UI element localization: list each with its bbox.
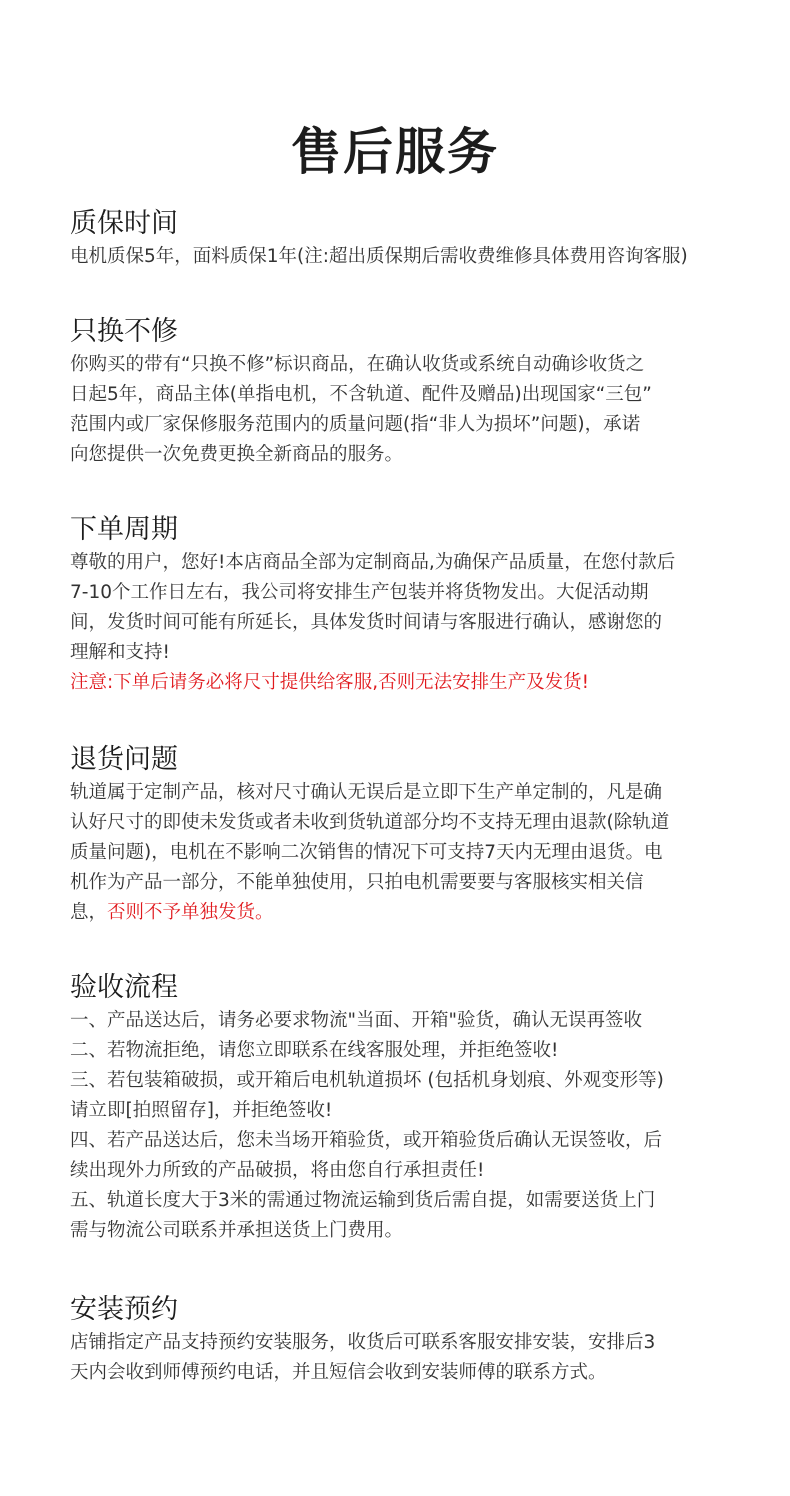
body-line: 间，发货时间可能有所延长，具体发货时间请与客服进行确认，感谢您的 <box>70 612 663 633</box>
section-heading: 质保时间 <box>70 208 178 239</box>
body-line: 一、产品送达后，请务必要求物流"当面、开箱"验货，确认无误再签收 <box>70 1010 643 1031</box>
body-line-last <box>70 898 730 928</box>
body-line: 五、轨道长度大于3米的需通过物流运输到货后需自提，如需要送货上门 <box>70 1190 656 1211</box>
section-heading: 下单周期 <box>70 514 178 545</box>
section-heading: 退货问题 <box>70 744 178 775</box>
section-order-cycle <box>70 512 730 698</box>
body-line: 需与物流公司联系并承担送货上门费用。 <box>70 1220 404 1241</box>
body-line: 理解和支持! <box>70 642 170 663</box>
body-line: 店铺指定产品支持预约安装服务，收货后可联系客服安排安装，安排后3 <box>70 1332 656 1353</box>
section-body <box>70 1006 730 1246</box>
section-heading: 只换不修 <box>70 316 178 347</box>
body-line: 请立即[拍照留存]，并拒绝签收! <box>70 1100 333 1121</box>
body-line: 质量问题)，电机在不影响二次销售的情况下可支持7天内无理由退货。电 <box>70 842 663 863</box>
body-line: 你购买的带有“只换不修”标识商品，在确认收货或系统自动确诊收货之 <box>70 354 645 375</box>
section-body <box>70 778 730 928</box>
body-line: 范围内或厂家保修服务范围内的质量问题(指“非人为损坏”问题)，承诺 <box>70 414 641 435</box>
section-acceptance-process <box>70 970 730 1246</box>
body-line: 机作为产品一部分，不能单独使用，只拍电机需要要与客服核实相关信 <box>70 872 644 893</box>
body-line: 电机质保5年，面料质保1年(注:超出质保期后需收费维修具体费用咨询客服) <box>70 246 688 267</box>
body-line: 天内会收到师傅预约电话，并且短信会收到安装师傅的联系方式。 <box>70 1362 607 1383</box>
body-line: 认好尺寸的即使未发货或者未收到货轨道部分均不支持无理由退款(除轨道 <box>70 812 670 833</box>
section-return-issues <box>70 742 730 928</box>
section-replace-not-repair <box>70 314 730 470</box>
section-body <box>70 548 730 698</box>
body-line-prefix: 息， <box>70 902 108 923</box>
section-heading: 验收流程 <box>70 972 178 1003</box>
body-line: 续出现外力所致的产品破损，将由您自行承担责任! <box>70 1160 485 1181</box>
section-body <box>70 242 730 272</box>
body-line: 三、若包装箱破损，或开箱后电机轨道损坏 (包括机身划痕、外观变形等) <box>70 1070 664 1091</box>
body-line: 7-10个工作日左右，我公司将安排生产包装并将货物发出。大促活动期 <box>70 582 649 603</box>
section-installation-booking <box>70 1292 730 1388</box>
body-line: 日起5年，商品主体(单指电机，不含轨道、配件及赠品)出现国家“三包” <box>70 384 652 405</box>
body-line: 向您提供一次免费更换全新商品的服务。 <box>70 444 404 465</box>
section-warranty-period <box>70 206 730 272</box>
body-line: 尊敬的用户，您好!本店商品全部为定制商品,为确保产品质量，在您付款后 <box>70 552 676 573</box>
body-line: 轨道属于定制产品，核对尺寸确认无误后是立即下生产单定制的，凡是确 <box>70 782 663 803</box>
body-line: 四、若产品送达后，您未当场开箱验货，或开箱验货后确认无误签收，后 <box>70 1130 663 1151</box>
section-heading: 安装预约 <box>70 1294 178 1325</box>
section-body <box>70 350 730 470</box>
section-body <box>70 1328 730 1388</box>
warning-note: 否则不予单独发货。 <box>107 902 274 923</box>
warning-note: 注意:下单后请务必将尺寸提供给客服,否则无法安排生产及发货! <box>70 672 590 693</box>
body-line: 二、若物流拒绝，请您立即联系在线客服处理，并拒绝签收! <box>70 1040 559 1061</box>
page-title: 售后服务 <box>291 122 499 181</box>
